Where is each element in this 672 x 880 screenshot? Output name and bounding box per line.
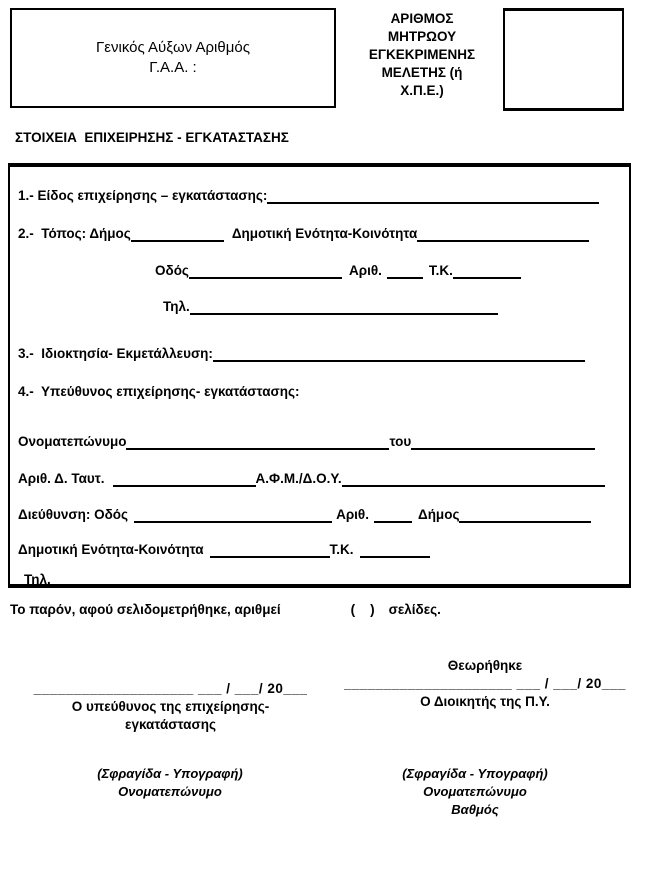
registry-title-line: ΜΕΛΕΤΗΣ (ή <box>381 65 463 80</box>
row-responsible-person <box>18 383 613 400</box>
registry-title <box>352 10 492 100</box>
phone2-label: Τηλ. <box>24 572 51 587</box>
gaa-label-line2: Γ.Α.Α. : <box>149 59 197 76</box>
ownership-blank <box>213 345 585 362</box>
registry-title-line: ΑΡΙΘΜΟΣ <box>390 11 454 26</box>
registry-title-line: ΕΓΚΕΚΡΙΜΕΝΗΣ <box>368 47 476 62</box>
street-number-blank <box>387 262 423 279</box>
stamp-left <box>30 765 310 801</box>
pagination-statement <box>10 602 662 617</box>
approval-number-box <box>503 8 624 111</box>
address-municipality-blank <box>459 506 591 523</box>
signature-left-role-line1: Ο υπεύθυνος της επιχείρησης- <box>71 699 270 714</box>
stamp-right-line3: Βαθμός <box>451 802 499 817</box>
phone2-blank <box>51 571 279 588</box>
registry-title-line: Χ.Π.Ε.) <box>400 83 444 98</box>
stamp-right-line2: Ονοματεπώνυμο <box>423 784 527 799</box>
row-fullname <box>18 433 613 450</box>
pagination-text-after: σελίδες. <box>388 602 441 617</box>
street-number-label: Αριθ. <box>348 263 382 278</box>
gaa-number-box <box>10 8 336 108</box>
address-street-blank <box>134 506 332 523</box>
municipal-unit-label: Δημοτική Ενότητα-Κοινότητα <box>231 226 418 241</box>
phone-label: Τηλ. <box>163 299 190 314</box>
business-details-box <box>8 163 631 588</box>
row-phone <box>163 298 613 315</box>
row-phone2 <box>24 571 613 588</box>
signature-right <box>335 657 635 711</box>
street-blank <box>189 262 342 279</box>
address-municipality-label: Δήμος <box>417 507 460 522</box>
row-street <box>155 262 613 279</box>
business-type-label: 1.- Είδος επιχείρησης – εγκατάστασης: <box>18 188 268 203</box>
address-street-label: Διεύθυνση: Οδός <box>18 507 129 522</box>
postal-code2-blank <box>360 541 430 558</box>
father-name-label: του <box>389 434 412 449</box>
id-card-blank <box>113 470 256 487</box>
address-number-label: Αριθ. <box>336 507 369 522</box>
postal-code2-label: Τ.Κ. <box>329 542 354 557</box>
fullname-label: Ονοματεπώνυμο <box>18 434 127 449</box>
father-name-blank <box>411 433 595 450</box>
gaa-label-line1: Γενικός Αύξων Αριθμός <box>96 39 250 56</box>
pagination-text-before: Το παρόν, αφού σελιδομετρήθηκε, αριθμεί <box>10 602 281 617</box>
section-title: ΣΤΟΙΧΕΙΑ ΕΠΙΧΕΙΡΗΣΗΣ - ΕΓΚΑΤΑΣΤΑΣΗΣ <box>15 130 289 145</box>
row-id-tax <box>18 470 613 487</box>
stamp-left-line1: (Σφραγίδα - Υπογραφή) <box>97 766 243 781</box>
location-municipality-label: 2.- Τόπος: Δήμος <box>18 226 131 241</box>
signature-left-role-line2: εγκατάστασης <box>125 717 216 732</box>
municipal-unit2-blank <box>210 541 330 558</box>
stamp-right-line1: (Σφραγίδα - Υπογραφή) <box>402 766 548 781</box>
postal-code-label: Τ.Κ. <box>428 263 453 278</box>
ownership-label: 3.- Ιδιοκτησία- Εκμετάλλευση: <box>18 346 213 361</box>
row-ownership <box>18 345 613 362</box>
row-business-type <box>18 187 613 204</box>
municipal-unit-blank <box>417 225 589 242</box>
id-card-label: Αριθ. Δ. Ταυτ. <box>18 471 105 486</box>
signature-left-date-line: ____________________ ___ / ___/ 20___ <box>33 681 308 696</box>
tax-number-label: Α.Φ.Μ./Δ.Ο.Υ. <box>255 471 342 486</box>
phone-blank <box>190 298 498 315</box>
street-label: Οδός <box>155 263 189 278</box>
fullname-blank <box>126 433 389 450</box>
row-location <box>18 225 613 242</box>
signature-left <box>18 680 323 734</box>
reviewed-label: Θεωρήθηκε <box>447 658 523 673</box>
stamp-right <box>330 765 620 819</box>
tax-number-blank <box>342 470 605 487</box>
stamp-left-line2: Ονοματεπώνυμο <box>118 784 222 799</box>
signature-right-role: Ο Διοικητής της Π.Υ. <box>420 694 550 709</box>
postal-code-blank <box>453 262 521 279</box>
pagination-page-count-brackets: ( ) <box>350 602 375 617</box>
responsible-person-label: 4.- Υπεύθυνος επιχείρησης- εγκατάστασης: <box>18 384 300 399</box>
row-unit-postal <box>18 541 613 558</box>
business-type-blank <box>267 187 599 204</box>
registry-title-line: ΜΗΤΡΩΟΥ <box>387 29 457 44</box>
municipality-blank <box>131 225 224 242</box>
row-address <box>18 506 613 523</box>
signature-right-date-line: _____________________ ___ / ___/ 20___ <box>344 676 626 691</box>
address-number-blank <box>374 506 412 523</box>
municipal-unit2-label: Δημοτική Ενότητα-Κοινότητα <box>18 542 204 557</box>
